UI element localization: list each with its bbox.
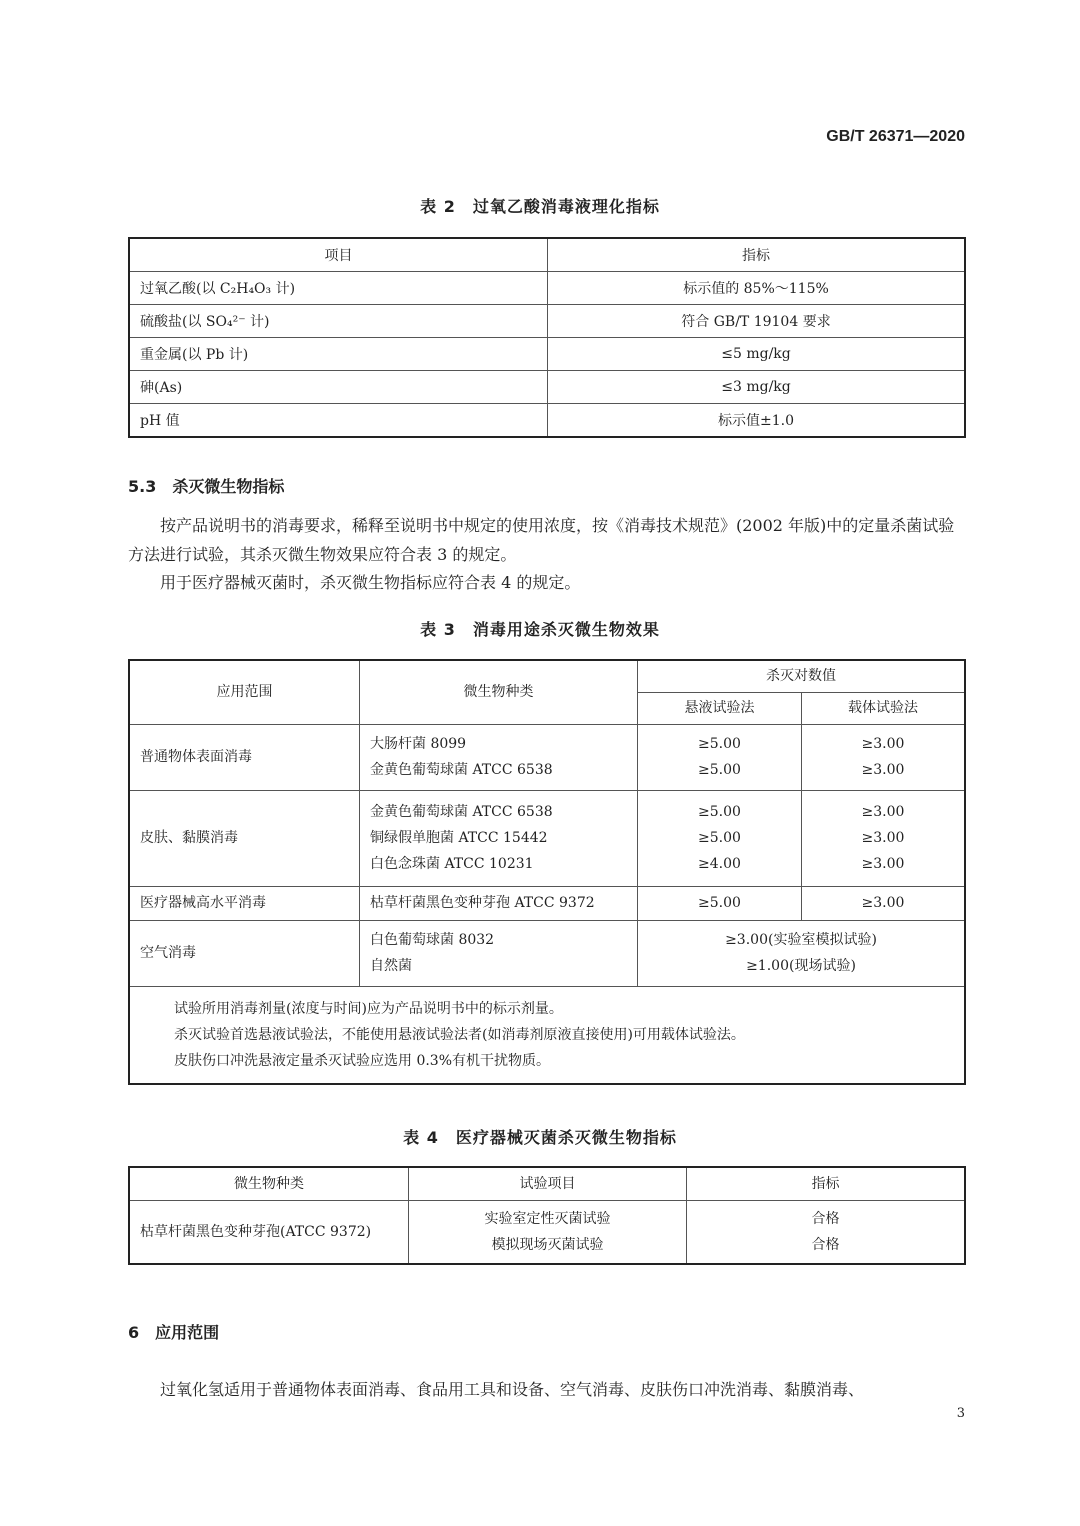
table4-caption: 表 4 医疗器械灭菌杀灭微生物指标 [403,1128,677,1147]
table-row [129,404,965,438]
header-cell: 杀灭对数值 [638,660,966,692]
organism: 金黄色葡萄球菌 ATCC 6538 [370,804,553,820]
standard-number: GB/T 26371—2020 [826,128,965,145]
table3 [128,659,966,1085]
section-5-3-title: 5.3 杀灭微生物指标 [128,477,285,496]
cell [687,1200,966,1264]
header-cell: 应用范围 [129,660,360,724]
cell: 医疗器械高水平消毒 [129,886,360,920]
header-cell: 微生物种类 [129,1167,409,1200]
cell [360,724,638,790]
cell [360,790,638,886]
cell: 砷(As) [129,371,548,404]
cell: ≥3.00 [802,886,966,920]
cell: 枯草杆菌黑色变种芽孢(ATCC 9372) [129,1200,409,1264]
cell: 标示值±1.0 [548,404,966,438]
page-number: 3 [956,1406,965,1421]
section-5-3-paragraph-2: 用于医疗器械灭菌时，杀灭微生物指标应符合表 4 的规定。 [160,573,581,592]
organism: 自然菌 [370,958,412,974]
value: ≥5.00 [698,804,741,820]
cell [638,724,802,790]
value: ≥5.00 [698,830,741,846]
cell: 重金属(以 Pb 计) [129,338,548,371]
cell [409,1200,687,1264]
cell: 过氧乙酸(以 C₂H₄O₃ 计) [129,272,548,305]
table-header-row [129,238,965,272]
organism: 铜绿假单胞菌 ATCC 15442 [370,830,548,846]
value: ≥3.00 [861,736,905,752]
cell: ≤3 mg/kg [548,371,966,404]
table-notes [129,986,965,1084]
value: ≥3.00 [861,830,905,846]
table2-caption: 表 2 过氧乙酸消毒液理化指标 [420,197,660,216]
cell: 皮肤、黏膜消毒 [129,790,360,886]
table-row [129,1200,965,1264]
table3-caption: 表 3 消毒用途杀灭微生物效果 [420,620,660,639]
section-6-title: 6 应用范围 [128,1323,220,1342]
test: 模拟现场灭菌试验 [491,1236,604,1253]
section-6-paragraph: 过氧化氢适用于普通物体表面消毒、食品用工具和设备、空气消毒、皮肤伤口冲洗消毒、黏膜消毒、 [160,1380,865,1399]
cell [638,920,966,986]
cell: pH 值 [129,404,548,438]
value: ≥3.00 [861,856,905,872]
cell [802,724,966,790]
header-cell: 项目 [129,238,548,272]
organism: 白色葡萄球菌 8032 [370,932,495,948]
organism: 白色念珠菌 ATCC 10231 [370,856,534,872]
result: 合格 [811,1236,840,1253]
header-cell: 悬液试验法 [638,692,802,724]
cell: 标示值的 85%～115% [548,272,966,305]
cell [360,920,638,986]
value: ≥3.00(实验室模拟试验) [725,932,877,948]
table-row [129,886,965,920]
value: ≥3.00 [861,804,905,820]
cell: ≥5.00 [638,886,802,920]
section-5-3-paragraph-1: 按产品说明书的消毒要求，稀释至说明书中规定的使用浓度，按《消毒技术规范》(2002 年版)中的定量杀菌试验方法进行试验，其杀灭微生物效果应符合表 3 的规定。 [128,516,955,564]
cell: ≤5 mg/kg [548,338,966,371]
cell: 空气消毒 [129,920,360,986]
cell: 硫酸盐(以 SO₄²⁻ 计) [129,305,548,338]
table-row [129,272,965,305]
value: ≥4.00 [698,856,741,872]
table4 [128,1166,966,1265]
header-cell: 载体试验法 [802,692,966,724]
value: ≥5.00 [698,736,741,752]
header-cell: 微生物种类 [360,660,638,724]
cell: 符合 GB/T 19104 要求 [548,305,966,338]
organism: 大肠杆菌 8099 [370,736,467,752]
table-row [129,724,965,790]
table2 [128,237,966,438]
note: 试验所用消毒剂量(浓度与时间)应为产品说明书中的标示剂量。 [174,1000,563,1017]
organism: 金黄色葡萄球菌 ATCC 6538 [370,762,553,778]
note: 杀灭试验首选悬液试验法，不能使用悬液试验法者(如消毒剂原液直接使用)可用载体试验法。 [174,1026,745,1043]
cell [638,790,802,886]
cell [802,790,966,886]
header-cell: 指标 [687,1167,966,1200]
table-row [129,371,965,404]
value: ≥5.00 [698,762,741,778]
result: 合格 [811,1210,840,1227]
header-cell: 指标 [548,238,966,272]
table-row [129,305,965,338]
header-cell: 试验项目 [409,1167,687,1200]
table-notes-row [129,986,965,1084]
test: 实验室定性灭菌试验 [484,1210,611,1227]
table-row [129,338,965,371]
value: ≥1.00(现场试验) [746,958,856,974]
cell: 枯草杆菌黑色变种芽孢 ATCC 9372 [360,886,638,920]
value: ≥3.00 [861,762,905,778]
cell: 普通物体表面消毒 [129,724,360,790]
table-row [129,920,965,986]
table-row [129,790,965,886]
note: 皮肤伤口冲洗悬液定量杀灭试验应选用 0.3%有机干扰物质。 [174,1052,551,1069]
